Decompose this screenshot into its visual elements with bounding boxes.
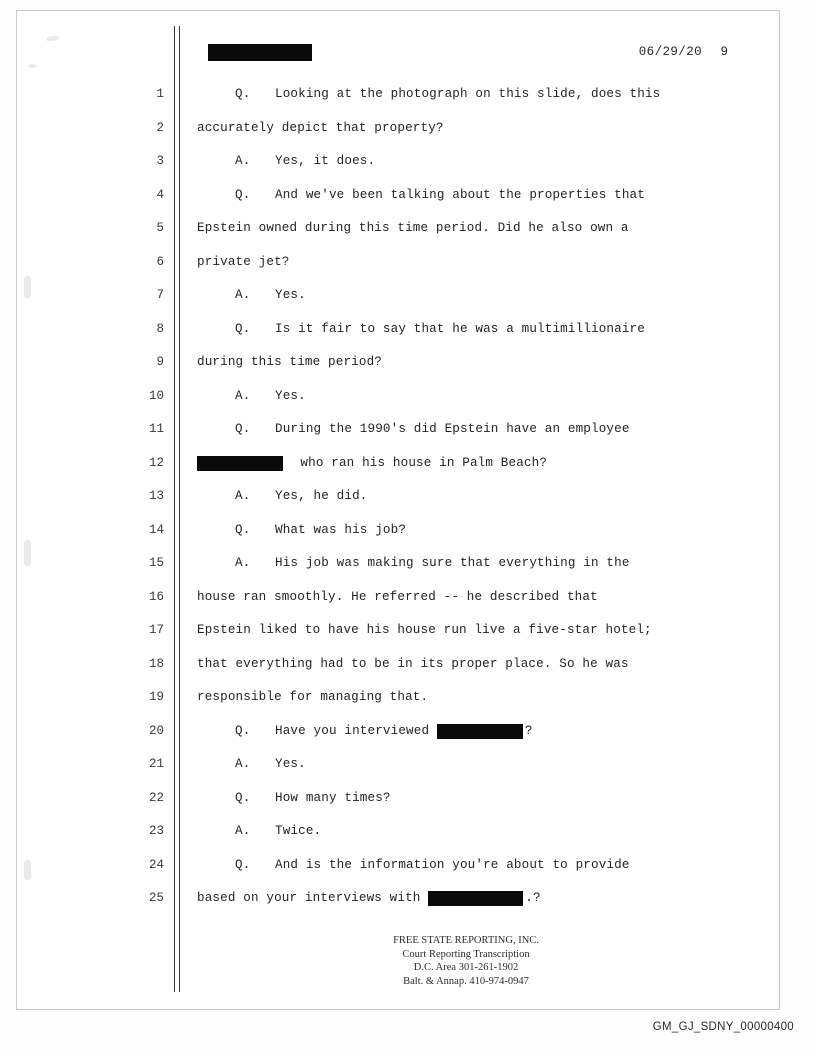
transcript-line (140, 715, 750, 749)
line-number: 10 (148, 388, 164, 403)
reporter-footer (196, 934, 736, 988)
speaker-label: A. (235, 388, 251, 403)
footer-line-3: D.C. Area 301-261-1902 (413, 962, 519, 973)
transcript-line (140, 279, 750, 313)
line-number: 7 (156, 288, 164, 302)
line-text: that everything had to be in its proper place. So he was (197, 656, 629, 671)
transcript-line (140, 212, 750, 246)
scan-artifact (24, 276, 31, 298)
speaker-label: A. (235, 824, 251, 838)
scan-artifact (28, 64, 37, 68)
transcript-line (140, 748, 750, 782)
transcript-line (140, 581, 750, 615)
line-text: Q. And is the information you're about to provide (235, 849, 630, 883)
line-number: 25 (148, 891, 164, 905)
transcript-line (140, 145, 750, 179)
speaker-label: Q. (235, 187, 251, 202)
line-text: house ran smoothly. He referred -- he described that (197, 589, 598, 604)
line-number: 2 (156, 120, 164, 135)
transcript-line (140, 78, 750, 112)
redaction-block-header (208, 44, 312, 61)
line-text: A. Twice. (235, 815, 321, 849)
redaction-block (428, 891, 523, 906)
line-text: A. Yes, it does. (235, 145, 375, 179)
line-text: Epstein liked to have his house run live a five-star hotel; (197, 623, 652, 637)
line-number: 17 (148, 623, 164, 637)
line-text: Q. And we've been talking about the properties that (235, 179, 645, 213)
transcript-line (140, 782, 750, 816)
transcript-line (140, 380, 750, 414)
line-number: 5 (156, 221, 164, 235)
transcript-line (140, 614, 750, 648)
speaker-label: Q. (235, 422, 251, 436)
footer-line-2: Court Reporting Transcription (402, 948, 530, 960)
page-number: 9 (720, 45, 728, 59)
line-text: Epstein owned during this time period. Did he also own a (197, 221, 629, 235)
speaker-label: Q. (235, 87, 251, 101)
transcript-line (140, 681, 750, 715)
transcript-line (140, 547, 750, 581)
line-number: 16 (148, 589, 164, 604)
line-text: Q. Have you interviewed ? (235, 715, 533, 749)
page-header (196, 44, 736, 64)
line-number: 18 (148, 656, 164, 671)
line-number: 20 (148, 723, 164, 738)
line-text: Q. Looking at the photograph on this slide, does this (235, 78, 660, 112)
speaker-label: A. (235, 489, 251, 503)
line-number: 13 (148, 489, 164, 503)
speaker-label: A. (235, 757, 251, 771)
transcript-line (140, 648, 750, 682)
bates-number: GM_GJ_SDNY_00000400 (652, 1021, 794, 1033)
transcript-line (140, 480, 750, 514)
scan-artifact (24, 540, 31, 566)
line-number: 23 (148, 824, 164, 838)
transcript-line (140, 313, 750, 347)
redaction-block (437, 724, 523, 739)
line-text: A. Yes. (235, 748, 306, 782)
line-number: 9 (156, 355, 164, 369)
line-number: 8 (156, 321, 164, 336)
line-text: A. His job was making sure that everything in the (235, 547, 630, 581)
transcript-line (140, 179, 750, 213)
line-number: 4 (156, 187, 164, 202)
speaker-label: Q. (235, 321, 251, 336)
line-number: 12 (148, 455, 164, 470)
transcript-line (140, 447, 750, 481)
speaker-label: A. (235, 154, 251, 168)
line-text: A. Yes. (235, 279, 306, 313)
line-number: 3 (156, 154, 164, 168)
transcript-line (140, 815, 750, 849)
speaker-label: Q. (235, 723, 251, 738)
line-text: A. Yes. (235, 380, 306, 414)
transcript-line (140, 413, 750, 447)
transcript-line (140, 882, 750, 916)
line-number: 21 (148, 757, 164, 771)
transcript-line (140, 849, 750, 883)
line-number: 14 (148, 522, 164, 537)
transcript-line (140, 346, 750, 380)
transcript-line (140, 514, 750, 548)
line-text: during this time period? (197, 355, 382, 369)
line-text: responsible for managing that. (197, 690, 429, 704)
transcript-body (140, 78, 750, 916)
transcript-line (140, 112, 750, 146)
footer-line-4: Balt. & Annap. 410-974-0947 (403, 975, 529, 987)
line-text: A. Yes, he did. (235, 480, 368, 514)
line-text: accurately depict that property? (197, 120, 444, 135)
line-text: Q. How many times? (235, 782, 391, 816)
redaction-block (197, 456, 283, 471)
line-number: 15 (148, 556, 164, 570)
line-text: private jet? (197, 254, 290, 269)
line-text: Q. What was his job? (235, 514, 406, 548)
scan-artifact (24, 860, 31, 880)
transcript-line (140, 246, 750, 280)
line-text: based on your interviews with .? (197, 891, 541, 905)
line-number: 22 (148, 790, 164, 805)
speaker-label: Q. (235, 522, 251, 537)
line-number: 1 (156, 87, 164, 101)
line-text: Q. During the 1990's did Epstein have an employee (235, 413, 630, 447)
speaker-label: Q. (235, 790, 251, 805)
speaker-label: A. (235, 288, 251, 302)
line-number: 11 (148, 422, 164, 436)
transcript-date: 06/29/20 (638, 45, 702, 59)
line-number: 19 (148, 690, 164, 704)
footer-line-1: FREE STATE REPORTING, INC. (393, 935, 539, 946)
speaker-label: Q. (235, 857, 251, 872)
line-number: 24 (148, 857, 164, 872)
line-text: Q. Is it fair to say that he was a multimillionaire (235, 313, 645, 347)
line-number: 6 (156, 254, 164, 269)
speaker-label: A. (235, 556, 251, 570)
line-text: who ran his house in Palm Beach? (197, 447, 547, 481)
